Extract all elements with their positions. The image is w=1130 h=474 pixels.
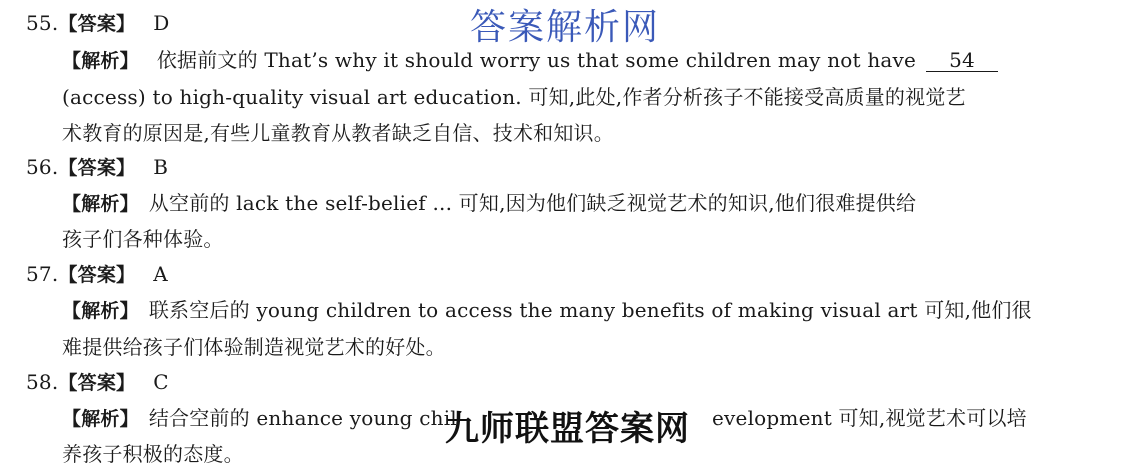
analysis-text: evelopment 可知,视觉艺术可以培 [712,406,1027,430]
answer-value: D [153,11,170,35]
q57-analysis-line-2 [62,333,446,361]
answer-tag: 【答案】 [58,157,136,179]
analysis-text: 孩子们各种体验。 [62,227,224,251]
answer-value: B [153,155,169,179]
q58-analysis-line-2 [62,440,244,468]
analysis-text: 难提供给孩子们体验制造视觉艺术的好处。 [62,335,446,359]
analysis-text: 养孩子积极的态度。 [62,442,244,466]
fill-in-blank: 54 [926,49,998,72]
analysis-text: 结合空前的 enhance young chil [148,406,457,430]
analysis-tag: 【解析】 [62,408,139,430]
analysis-text: 术教育的原因是,有些儿童教育从教者缺乏自信、技术和知识。 [62,121,614,145]
q57-analysis-line-1 [62,296,1032,325]
analysis-text: 联系空后的 young children to access the many benefits of making visual art 可知,他们很 [148,298,1032,322]
q55-answer-line [26,9,169,38]
question-number: 57. [26,262,59,286]
answer-tag: 【答案】 [58,372,136,394]
q56-answer-line [26,153,168,182]
answer-tag: 【答案】 [58,264,136,286]
analysis-tag: 【解析】 [62,193,139,215]
answer-value: A [153,262,168,286]
q56-analysis-line-1 [62,189,916,218]
analysis-text: (access) to high-quality visual art education. 可知,此处,作者分析孩子不能接受高质量的视觉艺 [62,85,966,109]
q55-analysis-line-3 [62,119,614,147]
answer-tag: 【答案】 [58,13,136,35]
q56-analysis-line-2 [62,225,224,253]
analysis-text: 依据前文的 That’s why it should worry us that some children may not have [156,48,917,72]
q55-analysis-line-1 [62,46,998,75]
analysis-tag: 【解析】 [62,50,139,72]
q58-analysis-line-1-end [712,404,1027,432]
q58-analysis-line-1 [62,404,457,433]
question-number: 58. [26,370,59,394]
q55-analysis-line-2 [62,83,966,111]
question-number: 56. [26,155,59,179]
q58-answer-line [26,368,169,397]
analysis-text: 从空前的 lack the self-belief ... 可知,因为他们缺乏视觉艺术的知识,他们很难提供给 [148,191,917,215]
watermark-top: 答案解析网 [470,7,661,48]
analysis-tag: 【解析】 [62,300,139,322]
answer-value: C [153,370,169,394]
q57-answer-line [26,260,168,289]
question-number: 55. [26,11,59,35]
watermark-bottom: 九师联盟答案网 [445,409,690,449]
